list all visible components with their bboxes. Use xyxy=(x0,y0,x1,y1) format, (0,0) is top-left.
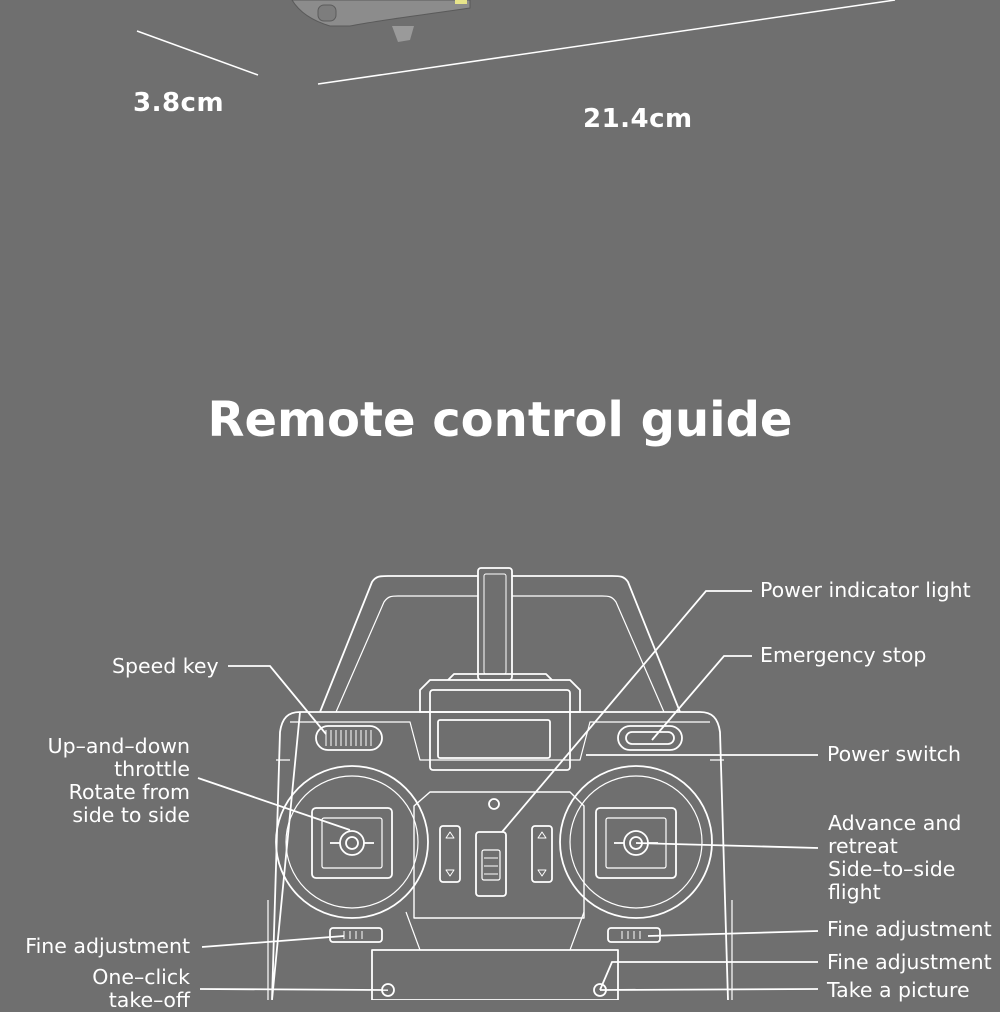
label-advance-line1: Advance and xyxy=(828,811,962,835)
label-speed-key: Speed key xyxy=(112,654,219,678)
page-title: Remote control guide xyxy=(207,392,793,448)
label-fine-adjustment-right-1: Fine adjustment xyxy=(827,917,992,941)
label-rotate-line1: Rotate from xyxy=(68,780,190,804)
label-power-indicator-light: Power indicator light xyxy=(760,578,971,602)
label-rotate-line2: side to side xyxy=(72,803,190,827)
label-up-down-throttle xyxy=(20,735,190,827)
label-advance-retreat xyxy=(828,812,961,904)
label-emergency-stop: Emergency stop xyxy=(760,643,927,667)
label-advance-line2: retreat xyxy=(828,834,898,858)
label-power-switch: Power switch xyxy=(827,742,961,766)
label-up-down-throttle-line2: throttle xyxy=(114,757,190,781)
label-one-click-line1: One–click xyxy=(92,965,190,989)
callout-lines xyxy=(198,591,818,990)
drone-fragment xyxy=(292,0,470,42)
label-side-flight-line1: Side–to–side xyxy=(828,857,956,881)
height-dimension-label: 3.8cm xyxy=(133,88,225,118)
label-up-down-throttle-line1: Up–and–down xyxy=(47,734,190,758)
label-side-flight-line2: flight xyxy=(828,880,881,904)
label-one-click-takeoff xyxy=(0,966,190,1012)
label-fine-adjustment-left: Fine adjustment xyxy=(25,934,190,958)
label-one-click-line2: take–off xyxy=(108,988,190,1012)
label-fine-adjustment-right-2: Fine adjustment xyxy=(827,950,992,974)
label-take-picture: Take a picture xyxy=(827,978,970,1002)
length-dimension-label: 21.4cm xyxy=(583,104,693,134)
height-dimension-line xyxy=(137,31,258,75)
